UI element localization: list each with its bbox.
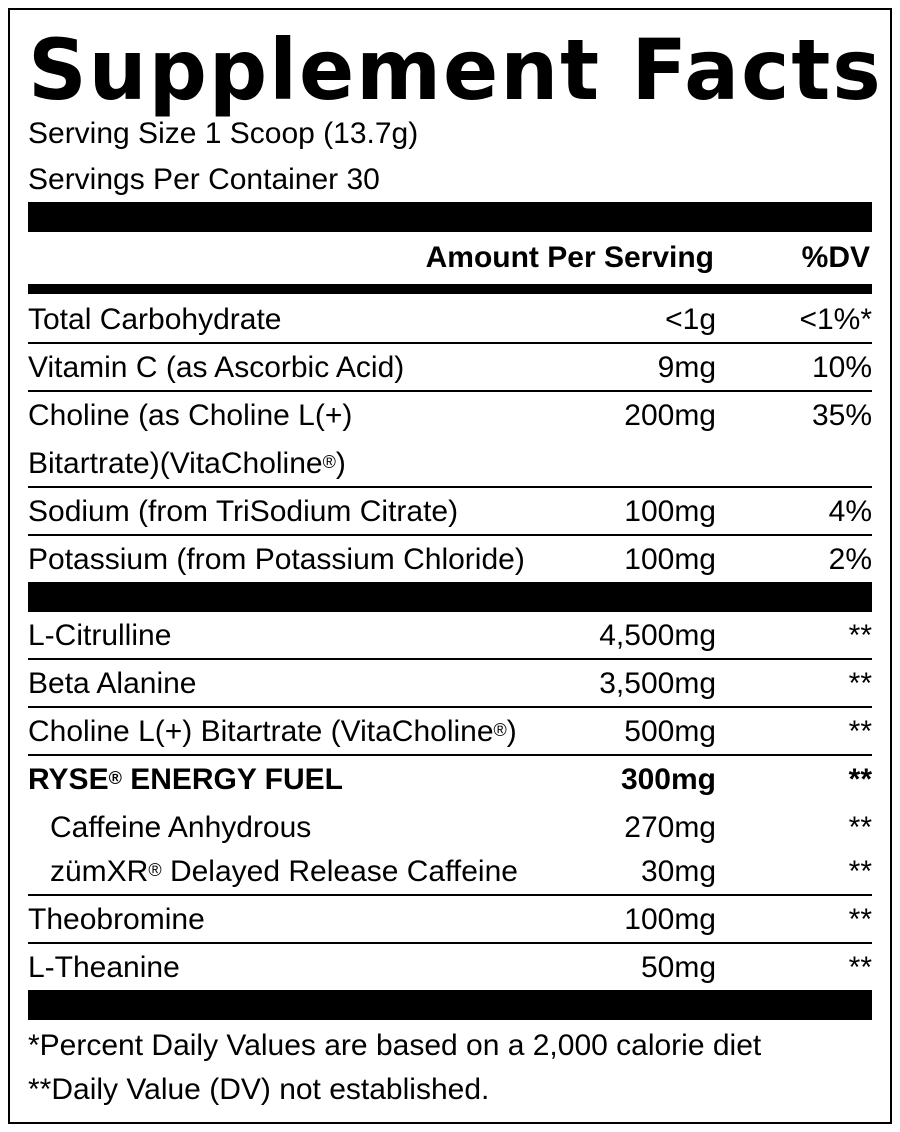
nutrient-amount: 100mg	[624, 495, 716, 528]
ingredient-dv: **	[848, 715, 872, 748]
panel-title: Supplement Facts	[28, 21, 883, 119]
ingredient-name: zümXR	[50, 855, 149, 888]
nutrient-row	[28, 494, 872, 530]
ingredient-amount: 500mg	[624, 715, 716, 748]
ingredient-name: Choline L(+) Bitartrate (VitaCholine	[28, 715, 494, 748]
row-divider	[28, 486, 872, 488]
row-divider	[28, 942, 872, 944]
ingredient-amount: 3,500mg	[599, 667, 716, 700]
nutrient-name-line2-end: )	[335, 447, 346, 480]
ingredient-name: Beta Alanine	[28, 667, 197, 700]
nutrient-name-line2: Bitartrate)(VitaCholine	[28, 447, 323, 480]
nutrient-amount: 9mg	[657, 351, 716, 384]
blend-name-group	[28, 762, 343, 798]
nutrient-row	[28, 398, 872, 434]
nutrient-dv: 2%	[828, 543, 872, 576]
blend-amount: 300mg	[620, 763, 716, 796]
dv-header: %DV	[801, 241, 870, 274]
ingredient-dv: **	[848, 903, 872, 936]
nutrient-dv: <1%*	[799, 303, 872, 336]
ingredient-row	[28, 950, 872, 986]
nutrient-name-continued	[28, 446, 346, 482]
footnote-percent-dv: *Percent Daily Values are based on a 2,000 calorie diet	[28, 1029, 762, 1062]
ingredient-amount: 4,500mg	[599, 619, 716, 652]
ingredient-row	[28, 666, 872, 702]
servings-per-container: Servings Per Container 30	[28, 163, 380, 196]
nutrient-name: Choline (as Choline L(+)	[28, 399, 353, 432]
serving-size: Serving Size 1 Scoop (13.7g)	[28, 117, 419, 150]
ingredient-dv: **	[848, 811, 872, 844]
ingredient-name-end: Delayed Release Caffeine	[161, 855, 518, 888]
ingredient-name-group	[50, 854, 518, 890]
row-divider	[28, 534, 872, 536]
ingredient-dv: **	[848, 855, 872, 888]
nutrient-row	[28, 542, 872, 578]
amount-per-serving-header: Amount Per Serving	[425, 241, 714, 274]
footnote-dv-not-established: **Daily Value (DV) not established.	[28, 1073, 490, 1106]
nutrient-row	[28, 302, 872, 338]
nutrient-name: Total Carbohydrate	[28, 303, 282, 336]
ingredient-row	[28, 618, 872, 654]
row-divider	[28, 894, 872, 896]
nutrient-dv: 4%	[828, 495, 872, 528]
nutrient-name: Vitamin C (as Ascorbic Acid)	[28, 351, 405, 384]
nutrient-row	[28, 350, 872, 386]
ingredient-row	[28, 902, 872, 938]
row-divider	[28, 754, 872, 756]
ingredient-amount: 100mg	[624, 903, 716, 936]
row-divider	[28, 658, 872, 660]
nutrient-name: Sodium (from TriSodium Citrate)	[28, 495, 459, 528]
ingredient-name-end: )	[506, 715, 517, 748]
ingredient-name: Caffeine Anhydrous	[50, 811, 312, 844]
thick-divider	[28, 202, 872, 232]
ingredient-name-group	[28, 714, 517, 750]
ingredient-amount: 50mg	[640, 951, 716, 984]
registered-mark: ®	[493, 720, 507, 740]
ingredient-dv: **	[848, 619, 872, 652]
ingredient-amount: 30mg	[640, 855, 716, 888]
registered-mark: ®	[108, 768, 122, 788]
ingredient-name: Theobromine	[28, 903, 205, 936]
blend-row	[28, 762, 872, 798]
ingredient-dv: **	[848, 667, 872, 700]
ingredient-row	[28, 714, 872, 750]
thick-divider	[28, 582, 872, 612]
blend-name-end: ENERGY FUEL	[121, 763, 344, 796]
nutrient-amount: 200mg	[624, 399, 716, 432]
thick-divider	[28, 990, 872, 1020]
nutrient-amount: <1g	[665, 303, 716, 336]
row-divider	[28, 342, 872, 344]
medium-divider	[28, 284, 872, 294]
ingredient-amount: 270mg	[624, 811, 716, 844]
blend-name: RYSE	[28, 763, 109, 796]
ingredient-dv: **	[848, 951, 872, 984]
row-divider	[28, 706, 872, 708]
registered-mark: ®	[148, 860, 162, 880]
row-divider	[28, 390, 872, 392]
blend-dv: **	[848, 763, 872, 796]
ingredient-name: L-Theanine	[28, 951, 180, 984]
blend-sub-ingredient-row	[28, 810, 872, 846]
registered-mark: ®	[322, 452, 336, 472]
ingredient-name: L-Citrulline	[28, 619, 172, 652]
nutrient-dv: 10%	[811, 351, 872, 384]
supplement-facts-panel	[8, 8, 892, 1124]
nutrient-dv: 35%	[811, 399, 872, 432]
blend-sub-ingredient-row	[28, 854, 872, 890]
nutrient-name: Potassium (from Potassium Chloride)	[28, 543, 525, 576]
nutrient-amount: 100mg	[624, 543, 716, 576]
